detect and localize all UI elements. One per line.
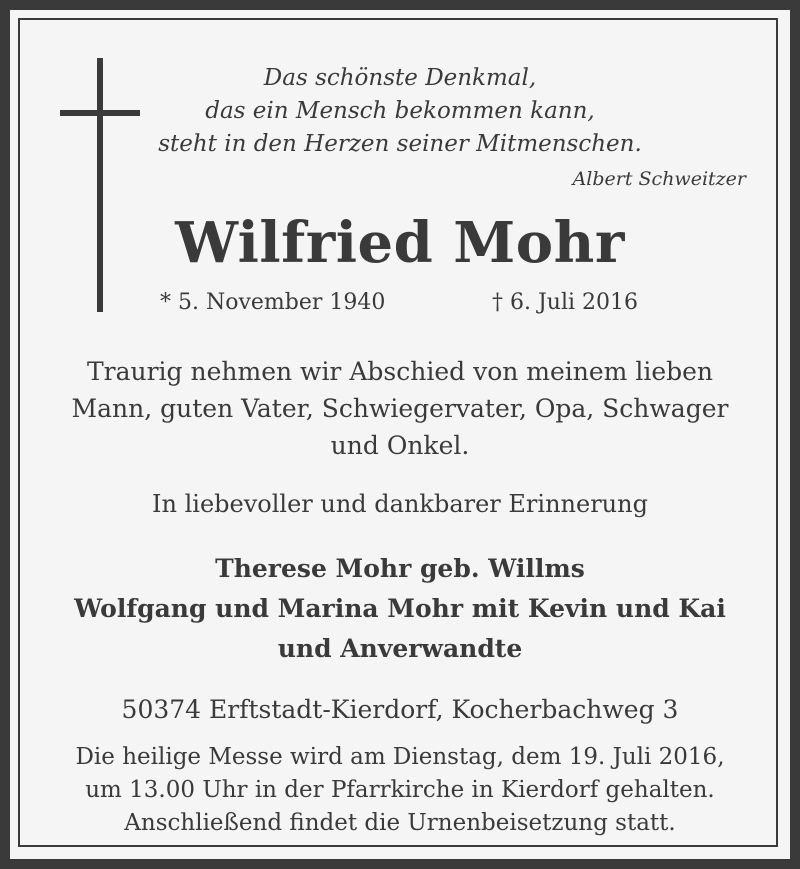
service-line: Die heilige Messe wird am Dienstag, dem 19. Juli 2016,: [75, 744, 725, 770]
mourning-text: [40, 353, 760, 464]
mourning-line: Traurig nehmen wir Abschied von meinem lieben: [86, 357, 714, 386]
obituary-card: [10, 10, 790, 859]
service-info: [40, 741, 760, 840]
memory-line: In liebevoller und dankbarer Erinnerung: [152, 490, 648, 518]
quote-line: steht in den Herzen seiner Mitmenschen.: [158, 131, 642, 157]
family-names: [40, 549, 760, 669]
quote-line: Das schönste Denkmal,: [263, 65, 537, 91]
quote-line: das ein Mensch bekommen kann,: [205, 98, 595, 124]
mourning-line: Mann, guten Vater, Schwiegervater, Opa, Schwager: [71, 394, 729, 423]
family-line: und Anverwandte: [277, 634, 523, 663]
death-date: † 6. Juli 2016: [492, 290, 639, 315]
obituary-border: [18, 18, 778, 847]
service-line: Anschließend findet die Urnenbeisetzung statt.: [124, 810, 676, 836]
service-line: um 13.00 Uhr in der Pfarrkirche in Kierdorf gehalten.: [85, 777, 715, 803]
birth-date: * 5. November 1940: [160, 290, 386, 315]
deceased-name: Wilfried Mohr: [175, 210, 625, 276]
family-line: Therese Mohr geb. Willms: [215, 554, 585, 583]
family-line: Wolfgang und Marina Mohr mit Kevin und Kai: [74, 594, 726, 623]
mourning-line: und Onkel.: [330, 431, 470, 460]
quote: [120, 62, 680, 161]
address: 50374 Erftstadt-Kierdorf, Kocherbachweg 3: [121, 695, 679, 724]
quote-author: Albert Schweitzer: [572, 168, 746, 190]
